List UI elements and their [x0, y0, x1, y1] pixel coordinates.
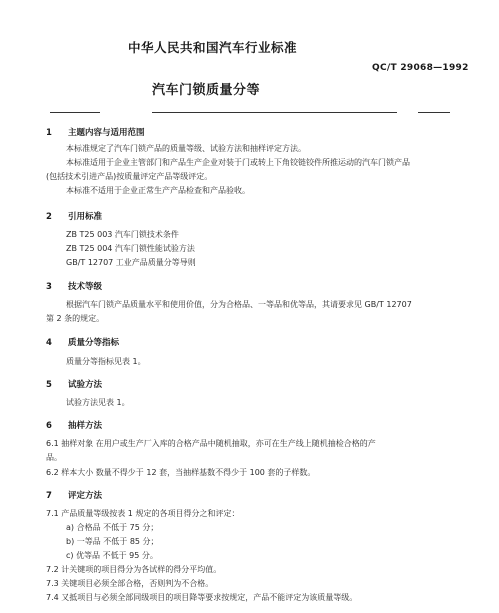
section-title: 主题内容与适用范围: [68, 128, 145, 138]
text-line: 7.4 又抵项目与必须全部同级项目的项目降等要求按规定，产品不能评定为该质量等级。: [46, 593, 358, 602]
section-heading-7: [46, 489, 102, 501]
divider-right: [418, 112, 450, 113]
section-number: 5: [46, 380, 52, 390]
section-title: 质量分等指标: [68, 338, 120, 348]
text-line: c) 优等品 不低于 95 分。: [66, 551, 158, 560]
section-heading-4: [46, 336, 119, 348]
text-line: 第 2 条的规定。: [46, 314, 105, 323]
text-line: 7.3 关键项目必须全部合格，否则判为不合格。: [46, 579, 214, 588]
section-heading-3: [46, 280, 102, 292]
section-title: 引用标准: [68, 212, 103, 222]
section-number: 7: [46, 491, 52, 501]
text-line: 试验方法见表 1。: [66, 398, 130, 407]
section-title: 评定方法: [68, 491, 103, 501]
document-title: 汽车门锁质量分等: [152, 83, 261, 98]
text-line: b) 一等品 不低于 85 分；: [66, 537, 159, 546]
section-title: 试验方法: [68, 380, 103, 390]
section-number: 1: [46, 128, 52, 138]
text-line: (包括技术引进产品)按质量评定产品等级评定。: [46, 172, 213, 181]
text-line: 本标准规定了汽车门锁产品的质量等级、试验方法和抽样评定方法。: [66, 144, 306, 153]
section-number: 2: [46, 212, 52, 222]
section-number: 4: [46, 338, 52, 348]
section-title: 抽样方法: [68, 421, 103, 431]
section-heading-6: [46, 419, 102, 431]
text-line: 6.2 样本大小 数量不得少于 12 套，当抽样基数不得少于 100 套的子样数。: [46, 468, 316, 477]
section-heading-2: [46, 210, 102, 222]
text-line: ZB T25 004 汽车门锁性能试验方法: [66, 244, 195, 253]
text-line: 6.1 抽样对象 在用户或生产厂入库的合格产品中随机抽取，亦可在生产线上随机抽检合格的产: [46, 439, 376, 448]
text-line: 本标准不适用于企业正常生产产品检查和产品验收。: [66, 186, 250, 195]
text-line: 7.1 产品质量等级按表 1 规定的各项目得分之和评定：: [46, 509, 240, 518]
standard-number: QC/T 29068—1992: [372, 63, 469, 73]
org-title: 中华人民共和国汽车行业标准: [128, 40, 298, 55]
text-line: 品。: [46, 453, 62, 462]
text-line: a) 合格品 不低于 75 分；: [66, 523, 159, 532]
text-line: ZB T25 003 汽车门锁技术条件: [66, 230, 179, 239]
divider-middle: [152, 112, 397, 113]
text-line: 质量分等指标见表 1。: [66, 357, 146, 366]
divider-left: [50, 112, 100, 113]
section-number: 6: [46, 421, 52, 431]
text-line: 本标准适用于企业主管部门和产品生产企业对装于门或转上下角铰链铰件所推运动的汽车门锁产品: [66, 158, 410, 167]
text-line: GB/T 12707 工业产品质量分等导则: [66, 258, 196, 267]
section-heading-1: [46, 126, 145, 138]
text-line: 7.2 计关键项的项目得分为各试样的得分平均值。: [46, 565, 222, 574]
section-title: 技术等级: [68, 282, 103, 292]
text-line: 根据汽车门锁产品质量水平和使用价值，分为合格品、一等品和优等品，其请要求见 GB/T 12707: [66, 300, 412, 309]
section-number: 3: [46, 282, 52, 292]
section-heading-5: [46, 378, 102, 390]
